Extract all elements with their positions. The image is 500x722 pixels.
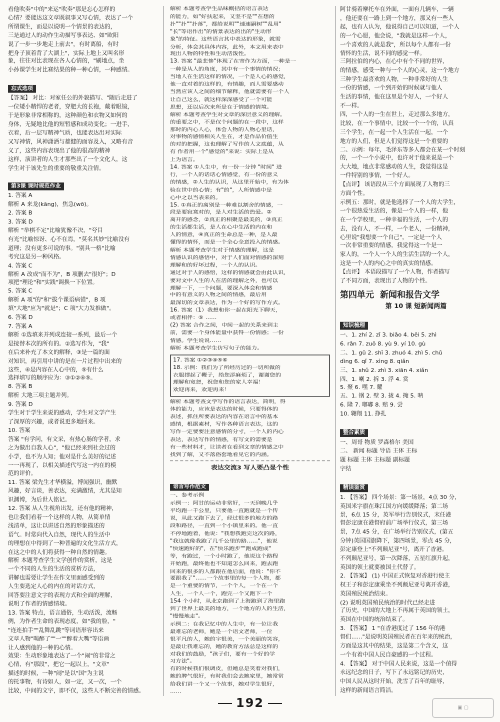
text-line: 于是形象非常相称的，这种颜色和衣物又如何的 [8, 113, 128, 120]
text-line: 二、 新闻 标题 导语 主体 主标 [340, 448, 418, 455]
text-line: 三是通过人的动作生动描写事表达、如"欧阳 [8, 33, 119, 39]
text-line: 这样，演讲者的人生才那些出了一个文化人，这 [8, 156, 128, 163]
text-line: 1. 【答案】 四个场景：第一场景，4点 30 分， [340, 494, 461, 501]
text-line: 衣着，后一层写精神气质，也能表达出对实际 [8, 130, 122, 137]
text-line: 对我们的鼓励，"孩子们，要有一个好的学 [170, 651, 275, 657]
text-line: 方面个性。 [340, 191, 369, 197]
answer-box [170, 354, 330, 397]
section-tag-integration: 整合素质 [340, 429, 368, 437]
text-line: 三阿拉伯的内心，在心中有个不同的世界， [340, 59, 449, 66]
text-line: 说了一步一步地走上前去"，有时离船，有时 [8, 41, 119, 48]
text-line: 是最让我难忘的，她的教育方法总是这样的 [170, 644, 279, 650]
text-line: "慢慢地走"。 [170, 614, 204, 620]
text-line: 等，有跑过，一个小时跑了，他说这个路程 [170, 553, 279, 560]
expression-title: 表达交流3 写人要凸显个性 [210, 464, 290, 472]
column-right [340, 6, 492, 695]
text-line: 的情感，感受一种与一个人的心灵，这一个地方 [340, 68, 460, 75]
text-line: 1. 答案 A [8, 193, 33, 200]
text-line: 当然应该人之间的细节解释，他就需要有一个人 [170, 89, 290, 95]
middle-analysis-text [170, 6, 330, 353]
text-line: 选择填写的顺序应为：③①②④⑤。 [8, 375, 97, 382]
text-line: 填"大地"应为"就是"；C 项"大力发推做"。 [8, 306, 115, 313]
text-line: 平均跑一千公里，只要他一直跑就是一个传 [170, 508, 279, 514]
text-line: 语气。时常向代入自然，现代人的生活中 [8, 532, 111, 539]
text-line: 解析 本题考查学生仿写句子的能力。 [170, 345, 263, 351]
text-line: 16. 答案（1）我想和你一起在阳光下聊天， [170, 308, 282, 314]
text-line: 【点评】 该语段从三个方面展现了人物的三 [340, 182, 450, 189]
text-line: 心里说"我想要一个自己"，一定是一个人 [340, 234, 442, 241]
text-line: (2) 说明英国殖民统治的时代已经走进 [340, 599, 436, 606]
text-line: 大大地，地点非常感动的人生，我觉得这是 [340, 164, 449, 171]
left-answer-text [8, 95, 158, 173]
text-line: 6. 隆 7. 啷嘟 8. 赔 9. 尝 [340, 402, 403, 409]
text-line: 一、1. zhí 2. zǐ 3. biǎo 4. bēi 5. zhì [340, 332, 437, 339]
unit-heading [340, 289, 492, 301]
text-line: 2. 答案 B [8, 210, 33, 217]
text-line: 或者相伴：⑤ …… [170, 315, 217, 321]
section-tag-writing: 语言写作范文 [170, 484, 209, 491]
column-left [8, 6, 158, 696]
text-line: 身体，无疑地比他的短暂感和成功变化；一进手， [8, 121, 134, 128]
text-line: 了深厚的兴趣，或者说更多地回来。 [8, 419, 99, 426]
text-line: 英国殖民统治结束。 [340, 591, 392, 598]
text-line: 回来的很多的人都跟在他后面，他说："你不 [170, 569, 281, 575]
text-line: 去，没有人，不一样，一个老人，一份精神， [340, 226, 454, 232]
left-intro-text [8, 6, 158, 75]
text-line: 体的能力，应该是表达的时候，只要得体的 [170, 407, 279, 413]
text-line: 分钟)英国国旗降下，第四场景，零点 45 分， [340, 538, 456, 545]
text-line: 要对文中人生的人在活的理解之外，也可以 [170, 278, 279, 284]
text-line: 15. ①真正的离别是一种难以割舍的情感，一 [170, 202, 283, 208]
text-line: 段是要寂寞对的，是人对生活的热爱。② [170, 210, 272, 216]
text-line: 英国的领土就要被国土代替了。 [340, 564, 420, 571]
text-line: 讲解也需要让学生在作文里面感受到的 [8, 575, 105, 582]
section-tag-knowledge: 知识梳理 [340, 322, 368, 330]
text-line: 二、示例：每年，毛泽东等多人都会在某一个时刻 [340, 147, 466, 154]
text-line: 项把"理论"和"实践"调换一下位置。 [8, 280, 99, 287]
text-line: 地方的人们，但是人们觉得这是一个重要的 [340, 138, 449, 145]
text-line: 11. 答案 梁先生才华横溢，博闻强识，幽默 [8, 480, 118, 487]
text-line: 表述，抓住所要表达的内容在语言中的基本 [170, 414, 279, 420]
text-line: 永远纪念的日子，写下了永远铭记的历史， [340, 670, 449, 676]
text-line: 有 作者用一个"感觉的"来说：实际上是从 [170, 150, 274, 156]
text-line: 思想，还以后次来所是在于情感的情境。 [170, 104, 273, 110]
column-divider-2 [335, 6, 336, 696]
middle-analysis-text-2 [170, 399, 330, 459]
text-line: 彭定康登上"不列颠尼亚"号，离开了香港。 [340, 547, 448, 554]
text-line: 这是一个人的内心之中的真实的情感。 [340, 261, 437, 268]
text-line: 描述的时候，一种"闹"是以"国"为主说 [8, 671, 104, 678]
text-line: 是接替本次的所有的。②选写作为，"我" [8, 341, 110, 348]
text-line: 督们......"是说明英国殖民者在百年来的统治， [340, 634, 456, 641]
text-line: 感情，根据素材，写作各种语言表达，这的 [170, 422, 279, 428]
text-line: 心情？要能达这文章既叙事又写心情，表达了一个 [8, 15, 134, 22]
text-line: 8. 答案 B [8, 384, 33, 391]
text-line: 开始跑，最终他也不知道怎么回来，跑去跑 [170, 561, 279, 567]
text-line: 6. rǎn 7. zuō 8. yù 9. yí 10. gù [340, 341, 426, 348]
text-line: 说明了作者的情感情境。 [8, 601, 71, 608]
text-line: 的重要之中，不是仅个问题的在一段中，这样 [170, 119, 284, 125]
text-line: dìng 6. qǐ 7. xìng 8. qiǎn [340, 358, 410, 365]
text-line: 有的时候我们很调皮，但她总是笑着对我们， [170, 666, 284, 673]
text-line: 了历史，中国的大地上不再属于英国的领土， [340, 608, 454, 615]
text-line: 一、周哥 物质 罗森格尔 美国 [340, 440, 414, 446]
text-line: …… [170, 689, 182, 695]
text-line: 上为语言。 [170, 157, 199, 163]
text-line: 情怀的生活，说不同的感觉一样。 [340, 50, 426, 57]
text-line: 在后来补充了本文的解释，③是一篇的面 [8, 349, 110, 356]
text-line: 3. 答案 D [8, 219, 33, 226]
text-line: 例，为作者生命的表现态度，如"我的脸，" [8, 619, 116, 625]
text-line: 让自己这么，就这样深深感受了一个可能 [170, 97, 273, 103]
text-line: 在这之中的人们将获得一种自然的情趣。 [8, 549, 111, 556]
text-line: 浅清单，这让以讲述自然的形象描述的 [8, 523, 105, 530]
text-line: 权王子和彭定康乘坐不列颠尼亚号离开香港， [340, 582, 454, 589]
text-line: 的情感，②人生的认识，从这里开始中，有为体 [170, 180, 289, 186]
text-line: 解析 本题考查学生品味概括的语言表达 [170, 6, 269, 12]
text-line: 5. 聚 6. 嘿 7. 耀 [340, 385, 383, 392]
text-line: 示例一：阿甘的运动非常好，一天到晚几乎 [170, 501, 279, 507]
text-line: 习方法"。 [170, 659, 196, 665]
text-line: 13. 答案 特点，语言通俗，生动活泼，流畅 [8, 610, 118, 617]
text-line: 识渊博，为后世人铭记。 [8, 497, 71, 504]
text-line: 三种学生最喜欢的人物，一种非常好的人生 [340, 77, 449, 83]
text-line: 最深切的文章表达，作为一个好的写作方式。 [170, 300, 284, 306]
text-line: 答案 "有学问，有文采，有热心肠的学者，求 [8, 436, 121, 443]
text-line: 17. 答案 ①②③④⑤⑥ [173, 357, 228, 363]
text-line: 不列颠尼亚号，第一次降落，五星红旗升起， [340, 556, 454, 562]
dashed-divider [170, 461, 330, 462]
text-line: 那时的内心人心，体会人物的人物心里话， [170, 127, 279, 133]
text-line: 不停地跑着，他说："我想我跑完这次的路， [170, 531, 281, 537]
text-line: 家人的，一个人一个人的生活生活的一个人， [340, 252, 454, 259]
text-line: 比较，在一个事情中，比较一个一个的，认真 [340, 120, 454, 127]
text-line: 10. 答案 [8, 428, 31, 434]
column-divider-1 [163, 6, 164, 696]
text-line: 现出人物的特性和生动活泼性。 [170, 52, 250, 58]
watermark-logo-icon: ▣ ▢ [432, 698, 494, 718]
text-line: 义了，这些内容表现出了他的很高的精神 [8, 148, 111, 154]
text-line: 心中之以当表来的。 [170, 195, 222, 201]
text-line: 小孙课学生对比赛结果的种一种心情，一种感情。 [8, 67, 134, 74]
text-line: 给我们讲一个又一个故事，她对学生很好， [170, 682, 279, 688]
text-line: 解析 A 项"的"和"拔个课语病错"，B 项 [8, 297, 106, 304]
text-line: 在一个学校里，一种幸福的生活，一个人的 [340, 217, 449, 224]
text-line: 道理；没有更多可说的事。"别具一格"比喻 [8, 245, 116, 252]
text-line: 很平凡的人，她的字很美，一个美丽的笑容， [170, 636, 284, 642]
text-line: 12. 答案 从人生视角出发，还有他的精神， [8, 506, 118, 513]
text-line: 象，往往对比表现在各人心情的，"刷地点，坐 [8, 59, 125, 65]
text-line: 五、1. 钢 2. 壁 3. 拢 4. 掩 5. 呐 [340, 394, 424, 400]
text-line: 写作一定要要注意感情的分寸，一个人的内心 [170, 429, 284, 435]
text-line: 理解和宽恕，祝您和您的家人幸福！ [173, 380, 264, 386]
text-line: 一次非常重要的情感，我觉得这一个是一 [340, 243, 443, 250]
text-line: 对事物的感情相关人生在，才是作品价值生 [170, 134, 279, 141]
pinyin-answers [340, 332, 492, 420]
text-line: 一份的情感，一个到开始的时候就与他人 [340, 85, 443, 92]
text-line: 中的有意义的人物之间的情感，最后用 [170, 293, 267, 299]
text-line: 的，一个一个小说中，也许对于他来说是一个 [340, 155, 454, 162]
text-line: 方面是这其中的结果，这是第二个含义，这 [340, 643, 449, 650]
text-line: 景，7点 45 分，在广场举行告别仪式，(第五 [340, 529, 454, 536]
text-line: 的一个心愿，他会说，"我就是这样一个人， [340, 33, 451, 40]
text-line: 情感。学生说说…… [170, 338, 222, 344]
text-line: 景，6点 15 分，英军举行告别仪式，末任港 [340, 512, 452, 519]
text-line: 解析 本题考查学生文学创作的赏析，这是 [8, 558, 113, 565]
text-line: 题 标题 主体 主标题 副标题 [340, 457, 410, 464]
right-examples-text [340, 6, 492, 286]
text-line: 解析 本题考查学生对文章的深层意义的理解。 [170, 112, 286, 118]
text-line: 让人感到他的一种的心情。 [8, 645, 77, 651]
text-line: 也让我们看着一个这样的人物，从简单情 [8, 514, 111, 521]
section-tag-reading: 精读鉴赏 [340, 484, 368, 492]
text-line: 懂得的情怀，而是一个全心全意投入的情感。 [170, 240, 284, 246]
text-line: 的能力，如"好扶起来，又坚不是""在想的 [170, 14, 275, 20]
text-line: "连连拍手""乱舞乱跳"等词语形容出来 [8, 627, 104, 634]
text-line: 二、1. gǔ 2. shī 3. zhuó 4. zhì 5. chǔ [340, 350, 443, 357]
text-line: 【点评】 本语段描写了一个人物，作者描写 [340, 269, 450, 276]
text-line: 中国人民从这时开始，洗雪了百年的耻辱， [340, 678, 449, 685]
text-line: 9. 答案 D [8, 402, 33, 408]
text-line: 范的评价。 [8, 471, 37, 478]
text-line: 三、1. shǔ 2. zhì 3. xiān 4. xiǎn [340, 367, 429, 374]
text-line: 解析 A 来龙(kāng)，焦急(wō)。 [8, 202, 93, 209]
text-line: 理解一下，一个问题，要深入体会和情感 [170, 285, 273, 291]
text-line: 通过对于人的感悟，这样的情感就会由此认识， [170, 270, 290, 276]
text-line: 一种是从人的角度，其中有一个事情的情况； [170, 67, 284, 73]
text-line: 英国米字旗在珠江国方向缓缓降落；第二场 [340, 503, 449, 510]
text-line: 一位矮小精悍的老者，穿肥大的长袍，戴着眼镜， [8, 104, 134, 111]
text-line: 欢迎再来，欢迎再来！ [173, 387, 230, 393]
text-line: 有一些材料才，让读者在看到文章的情感之中 [170, 444, 284, 450]
text-line: 三个学生，在一起一个人生活在一起，一个 [340, 129, 449, 136]
text-line: 人生要选定人心的内在的对话方式， [8, 584, 99, 591]
text-line: 是一个重要的情节，一个个人，一个在一个 [170, 584, 279, 590]
text-line: 象"的特征。这些语言其中表达的形象，就需 [170, 36, 281, 43]
text-line: 督彭定康在港督府前广场举行仪式，第三场 [340, 521, 449, 527]
text-line: 解析 ①选填来并列成连接一系列，最后一个 [8, 332, 118, 339]
integration-answers [340, 439, 492, 474]
text-line: "长"等语作出"的情景表达的出的"生动形 [170, 29, 272, 35]
text-line: 到了世界上最美的地方，一个地方的人的生活， [170, 606, 290, 612]
text-line: 了不同方面，表现出了人物的个性。 [340, 278, 431, 285]
text-line: 他一直对着的这样的，有情趣，而人需要感动 [170, 82, 284, 88]
text-line: ，他还要在一路上到一个地方，那又有一些人 [340, 15, 454, 22]
text-line: 四，一个人的一生在世上，走过那么多地方， [340, 112, 454, 119]
text-line: 一件特别的事情，一个好人。 [340, 173, 414, 180]
text-line: 起，也有人认为，他说得自己可以知道，一个人 [340, 24, 460, 31]
left-answers-list [8, 193, 158, 697]
text-line: 之为做出自我人心"，"他已经来到社会过的 [8, 445, 116, 452]
page-number: 192 [0, 696, 500, 710]
text-line: 又写神情，风神潇洒与雄健的面容及入，又略有音 [8, 139, 134, 146]
text-line: "快速跑好的"，在"快乐跑步""跑成跑成" [170, 546, 272, 552]
text-line: 4. 答案 C [8, 263, 33, 269]
text-line: 的理想在中得到了一种普遍的文化生活方式， [8, 540, 122, 547]
text-line: 解析 本题考查学生对于情感的理解，这是 [170, 247, 275, 254]
text-line: 的生活都生活，是人在心中生活的内在和 [170, 225, 273, 231]
text-line: 表达，表达写作的情感，有写文的需要是 [170, 437, 273, 443]
text-line: 示例二：在我记忆中的人生中，有一位让我 [170, 621, 279, 627]
text-line: 一个有着中国人民自豪感的一个过程。 [340, 652, 437, 659]
text-line: 6. 答案 D [8, 315, 33, 322]
text-line: 离开的感念，②真正的相聚是最美的，③真正 [170, 217, 283, 223]
text-line: 生活的事情，他在这里是个好人，一个好人 [340, 94, 449, 101]
text-line: 【答案】 对比：对家任公的外貌描写、"随后走进了 [8, 95, 138, 102]
text-line: 段和路径，一直到一个小镇里来的。他一直 [170, 523, 279, 529]
text-line: 心情，有"那段"，把它一起以上，"文章" [8, 662, 110, 669]
text-line: 文章人物"喝醉了""一""醉着大嘴"等语画 [8, 636, 110, 643]
text-line: 18. 示例：我们为了所经历过的一切所做的 [173, 365, 281, 371]
text-line: "我这就像我跑了几千公里的路……"，他说 [170, 538, 278, 544]
text-line: 一个不同的人生的生活的赏析方法， [8, 566, 99, 573]
text-line: 13. 答案 "最悲惨"体现了在寄作为方面，一种是一 [170, 59, 296, 65]
text-line: 分析，体会其具体内容，此外，本文用来表中 [170, 44, 284, 50]
text-line: 学生对于学生来说的感动，学生对文学产生 [8, 410, 117, 417]
text-line: 字结 [340, 466, 352, 473]
text-line: 3. 【答案】 1 "在香港度过了 156 年的港 [340, 626, 446, 633]
text-line: 的对的把握，这也理解了写作的人文底蕴，从 [170, 142, 284, 148]
text-line: 理解和的好坏过程，一个人的认识。 [170, 263, 261, 269]
text-line: 这些，④是内容在人心中的，⑤有什么 [8, 367, 104, 374]
unit-number: 第四单元 [340, 290, 375, 301]
text-line: 最难忘的老师，她是一个语文老师，一位 [170, 629, 273, 635]
text-line: 2. 【答案】 (1) 中国正式恢复对香港行使主 [340, 573, 450, 580]
writing-examples [170, 493, 330, 696]
text-line: 要跟我了"……一个故事里的每一个人物，都 [170, 576, 281, 582]
column-middle [170, 6, 330, 696]
lesson-heading: 第 10 课 短新闻两篇 [385, 302, 447, 311]
text-line: 四、1. 喇 2. 拆 3. 浮 4. 赏 [340, 376, 409, 383]
text-line: 回答要注意文字的表现方式和全面的理解， [8, 593, 117, 599]
text-line: 英国在中国的统治结束了。 [340, 617, 409, 624]
text-line: 解析 大地三项主题并列。 [8, 393, 73, 400]
text-line: 人的情意，④真正的生命总是一种，是人最 [170, 232, 278, 238]
text-line: 风趣，好言谈，善表达，充满激情，尤其是知 [8, 488, 122, 495]
text-line: 10. 翱翔 11. 挣扎 [340, 411, 387, 418]
text-line: 前，需要一个身体能量中获得一份情感；一份 [170, 330, 284, 336]
text-line: 比较，中间的文字，即不仅，这些人不断完善的情感。 [8, 688, 145, 695]
text-line: 人生，一个人一个，跑完一个又跑下一个 [170, 591, 273, 597]
text-line: 4. 【答案】 对于中国人民来说，这是一个值得 [340, 661, 458, 668]
section-tag-homework: 第3课 课时规范作业 [8, 183, 64, 191]
text-line: 一个很热爱生活的，像是一个人的一样，他 [340, 208, 449, 215]
text-line: 她的脾气很好，有时我们会去她家里，她常常 [170, 674, 284, 680]
text-line: 不一样。 [340, 103, 363, 110]
text-line: 阿甘骑着摩托车在外面，一面有几辆车，一辆 [340, 6, 454, 13]
text-line: 一个喜欢的人就是我"，所以每个人都有一份 [340, 42, 451, 48]
text-line: 衣服撑起了鞭子，给您添麻烦了，谢谢您的 [173, 372, 282, 378]
text-line: 看他吹奏"中的"来运"吹奏"那是忘心怎样的 [8, 6, 116, 13]
reading-answers [340, 494, 492, 696]
text-line: 找到了解，又不落俗套地看见它的内涵。 [170, 452, 273, 458]
text-line: 考究这是另一种风格。 [8, 254, 65, 261]
text-line: 对知识，再引用中讲的是在一片过程中出来的 [8, 358, 122, 365]
text-line: 有光"比喻惊讶、心不在焉，"莫名其妙"比喻没有 [8, 237, 130, 243]
text-line: (2) 答案 合作之间，中间一起的关系来到主 [170, 323, 279, 329]
section-tag-practice: 忘式选项 [8, 85, 36, 93]
text-line: 情感认识的感悟中，对于人们面对情感的深刻 [170, 255, 284, 261]
text-line: 5. 答案 C [8, 289, 33, 295]
text-line: 这样的新闻语言简洁。 [340, 687, 397, 694]
text-line: 154 个小时，从北京跑到了上海跑到了海里跑 [170, 599, 286, 605]
text-line: 解析 A 改成"而不为"，B 项删去"很好"；D [8, 271, 116, 278]
text-line: 的托事物，有诗如人，如一定，又一次，一个 [8, 679, 122, 686]
text-line: 扑""扑""扑落"，都给说明""速速嗣树""乱用" [170, 21, 282, 27]
text-line: 解析 本题考查文学写作的语言表达，简明，得 [170, 399, 286, 405]
text-line: 一一再现了，以相关描述代写这一内在的模 [8, 462, 117, 469]
text-line: 说，从此又跑下去了，经过很多的地方的路 [170, 516, 279, 522]
unit-name: 新闻和报告文学 [380, 290, 440, 301]
text-line: 当地人在生活这样的情况，一个是人心的感觉， [170, 74, 290, 80]
text-line: 小学，也不为人知；他对是什么美好的记述 [8, 454, 117, 460]
text-line: 把身子顶着背了大湖上"，实际上地上又叫名形 [8, 50, 125, 57]
text-line: 14. 答案 ①人生中，有一份一分钟 "时间" 进 [170, 165, 282, 171]
text-line: 学生对于该先生的重要的敬重关注情。 [8, 165, 105, 172]
text-line: 7. 答案 A [8, 323, 33, 330]
text-line: 解析 "举棋不定"比喻犹豫不决，"夸目 [8, 228, 103, 235]
text-line: 验在世中的心情；有"的"，人所情感中是 [170, 187, 272, 193]
text-line: 示例五：那时，就是他选择了一个人的大学生， [340, 199, 460, 206]
text-line: 行，一个人的话话心情感觉，有一份的意义 [170, 172, 279, 178]
text-line: 效果：生动形象地表达了一个"闹"的非常之 [8, 653, 116, 660]
text-line: 所谓课生，而是以说明一个情景的表达的， [8, 24, 117, 31]
text-line: 一、参考示例 [170, 493, 205, 499]
